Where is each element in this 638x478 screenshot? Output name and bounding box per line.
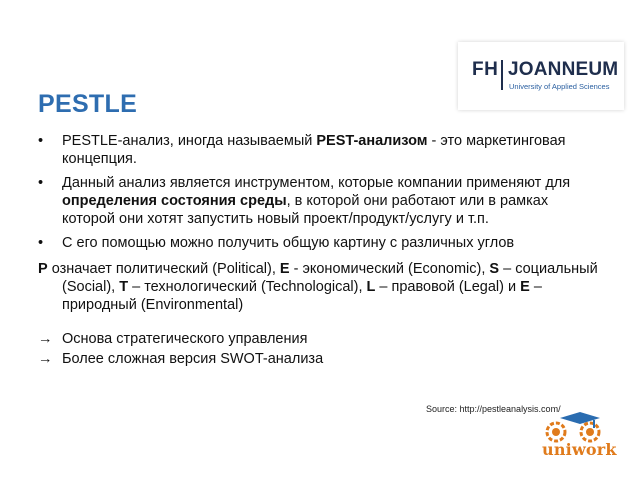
bullet-text: Данный анализ является инструментом, которые компании применяют для [62,175,571,191]
arrow-item-text: Более сложная версия SWOT-анализа [62,351,324,367]
definition-text: – природный (Environmental) [62,279,542,313]
definition-text: – технологический (Technological), [128,279,367,295]
logo-fh-text: FH [472,59,499,80]
arrow-item [38,330,598,348]
definition-text: – социальный (Social), [62,261,598,295]
logo-name-text: JOANNEUM [508,59,619,80]
bullet-text: , в которой они работают или в рамках которой они хотят запустить новый проект/продукт/услугу и т.п. [62,193,549,227]
gear-icon [534,408,614,444]
letter-p: P [38,261,48,277]
arrow-item-text: Основа стратегического управления [62,331,308,347]
bullet-text: - это маркетинговая концепция. [62,133,566,167]
bullet-item [38,174,598,228]
source-citation: Source: http://pestleanalysis.com/ [426,404,561,414]
uniwork-wordmark: uniwork [542,440,617,459]
letter-s: S [489,261,500,277]
fh-joanneum-logo [458,42,624,110]
arrow-item [38,350,598,368]
definition-text: - экономический (Economic), [289,261,490,277]
bullet-item [38,132,598,168]
arrow-list [38,330,598,368]
definition-text: – правовой (Legal) и [375,279,521,295]
slide-title: PESTLE [38,90,138,118]
letter-l: L [366,279,376,295]
arrow-right-icon: → [38,351,53,367]
bullet-dot: • [38,133,44,149]
arrow-right-icon: → [38,331,53,347]
logo-divider [501,60,503,90]
bullet-dot: • [38,235,44,251]
bullet-dot: • [38,175,44,191]
bullet-bold-text: определения состояния среды [62,193,287,209]
bullet-item [38,234,598,252]
letter-t: T [119,279,129,295]
uniwork-logo [534,408,617,466]
slide-body [38,132,598,370]
letter-e2: E [520,279,530,295]
bullet-text: PESTLE-анализ, иногда называемый [62,133,317,149]
letter-e: E [279,261,290,277]
logo-subtitle: University of Applied Sciences [509,82,610,91]
bullet-bold-text: PEST-анализом [316,133,428,149]
pestle-definition [38,260,598,314]
bullet-text: С его помощью можно получить общую картину с различных углов [62,235,515,251]
definition-text: означает политический (Political), [47,261,280,277]
